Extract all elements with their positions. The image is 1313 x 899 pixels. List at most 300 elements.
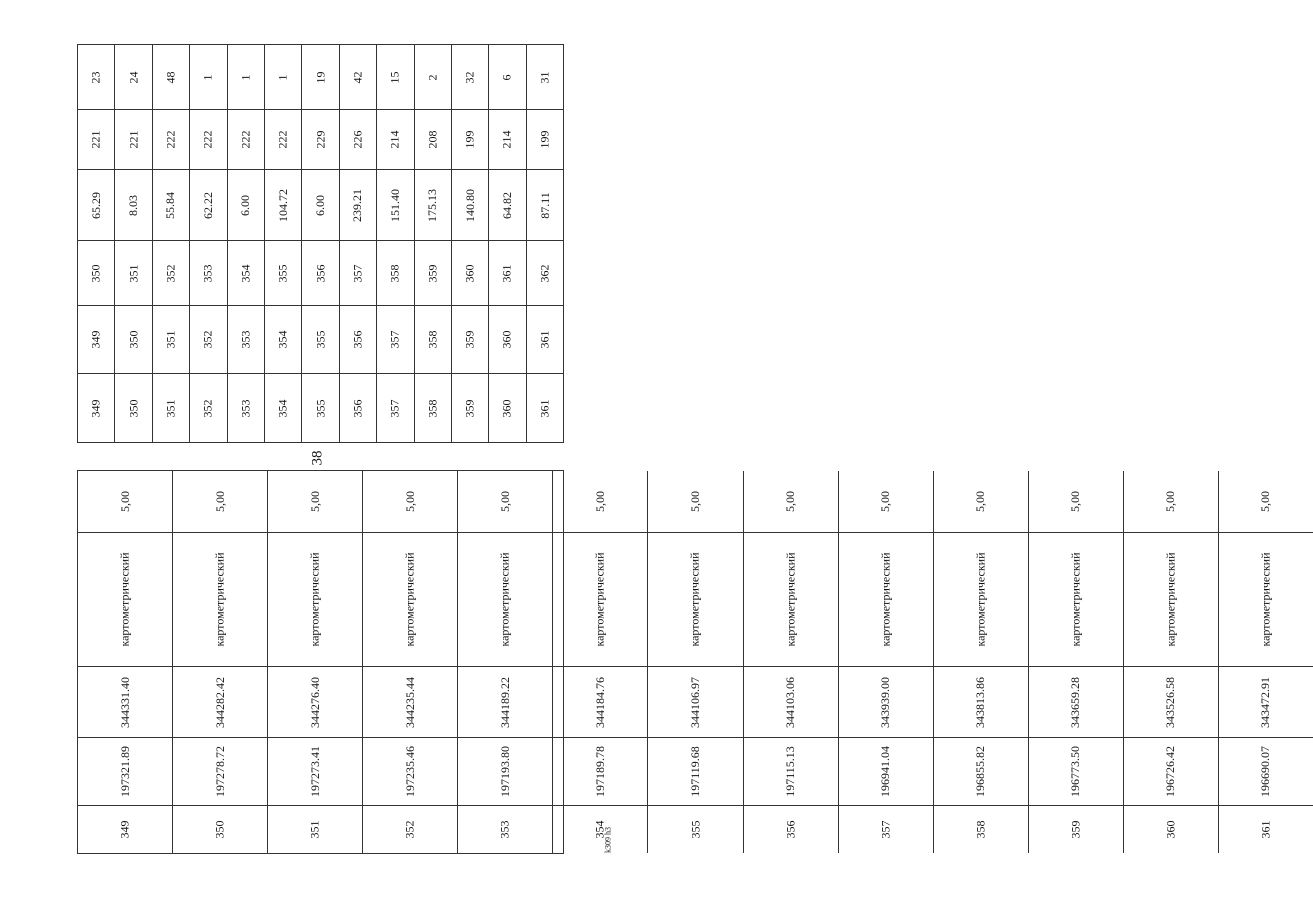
cell-text: 343813.86	[973, 676, 988, 728]
cell-method	[744, 533, 838, 667]
cell-length	[302, 170, 338, 241]
cell-accuracy	[839, 471, 933, 533]
cell-text: 343526.58	[1163, 676, 1178, 728]
cell-text: 343472.91	[1258, 676, 1273, 728]
cell-method	[1124, 533, 1218, 667]
cell-x	[173, 738, 267, 806]
cell-text: 208	[425, 130, 440, 149]
cell-angle-deg	[377, 110, 413, 170]
cell-text: 350	[126, 399, 141, 417]
cell-to-point	[265, 241, 301, 306]
cell-accuracy	[1219, 471, 1313, 533]
cell-text: 5,00	[973, 491, 988, 512]
cell-text: 55.84	[163, 191, 178, 219]
cell-y	[934, 667, 1028, 738]
table-row	[340, 45, 377, 442]
cell-x	[839, 738, 933, 806]
cell-text: 361	[537, 330, 552, 349]
cell-text: 356	[783, 820, 798, 839]
cell-text: 351	[163, 399, 178, 417]
cell-length	[115, 170, 151, 241]
cell-to-point	[190, 241, 226, 306]
cell-point	[268, 806, 362, 853]
cell-text: картометрический	[1068, 552, 1083, 647]
table-row	[1029, 471, 1124, 853]
cell-y	[839, 667, 933, 738]
cell-text: 222	[163, 130, 178, 149]
cell-x	[78, 738, 172, 806]
table-row	[648, 471, 743, 853]
cell-text: 6.00	[238, 194, 253, 216]
cell-text: 19	[313, 71, 328, 83]
cell-point	[553, 806, 647, 853]
cell-angle-deg	[115, 110, 151, 170]
cell-angle-min	[78, 45, 114, 110]
cell-text: 151.40	[387, 188, 402, 222]
cell-text: 356	[313, 264, 328, 282]
cell-text: 357	[387, 330, 402, 349]
cell-to-point	[452, 241, 488, 306]
cell-text: 352	[402, 820, 417, 839]
table-row	[363, 471, 458, 853]
cell-text: картометрический	[592, 552, 607, 647]
cell-angle-min	[340, 45, 376, 110]
cell-text: 349	[117, 820, 132, 839]
cell-text: 5,00	[1163, 491, 1178, 512]
cell-point	[1219, 806, 1313, 853]
cell-text: 199	[462, 130, 477, 149]
table-row	[228, 45, 265, 442]
table-row	[377, 45, 414, 442]
table-row	[839, 471, 934, 853]
cell-x	[553, 738, 647, 806]
cell-angle-min	[415, 45, 451, 110]
cell-text: 87.11	[537, 191, 552, 219]
cell-text: 357	[387, 399, 402, 417]
cell-text: 358	[425, 399, 440, 417]
cell-text: 5,00	[1258, 491, 1273, 512]
cell-text: 350	[126, 330, 141, 349]
cell-length	[527, 170, 563, 241]
cell-text: 362	[537, 264, 552, 282]
cell-text: картометрический	[307, 552, 322, 647]
cell-text: 175.13	[425, 188, 440, 222]
cell-segment-no	[452, 374, 488, 442]
table-row	[190, 45, 227, 442]
cell-text: 360	[499, 330, 514, 349]
cell-accuracy	[1124, 471, 1218, 533]
cell-text: 5,00	[402, 491, 417, 512]
cell-segment-no	[527, 374, 563, 442]
cell-text: 197321.89	[117, 746, 132, 797]
cell-method	[173, 533, 267, 667]
cell-text: 359	[1068, 820, 1083, 839]
cell-from-point	[302, 306, 338, 374]
cell-x	[648, 738, 742, 806]
cell-text: 62.22	[200, 191, 215, 219]
cell-x	[363, 738, 457, 806]
cell-text: 359	[425, 264, 440, 282]
cell-text: 199	[537, 130, 552, 149]
table-row	[265, 45, 302, 442]
cell-length	[452, 170, 488, 241]
cell-text: 352	[163, 264, 178, 282]
cell-text: 5,00	[307, 491, 322, 512]
cell-text: 8.03	[126, 194, 141, 216]
cell-angle-min	[190, 45, 226, 110]
cell-angle-min	[265, 45, 301, 110]
cell-angle-deg	[452, 110, 488, 170]
cell-text: 344189.22	[497, 676, 512, 728]
cell-length	[415, 170, 451, 241]
cell-text: 196773.50	[1068, 746, 1083, 797]
cell-length	[228, 170, 264, 241]
cell-method	[934, 533, 1028, 667]
cell-x	[1124, 738, 1218, 806]
cell-x	[268, 738, 362, 806]
cell-y	[458, 667, 552, 738]
cell-text: 353	[238, 399, 253, 417]
cell-method	[1219, 533, 1313, 667]
table-row	[78, 45, 115, 442]
table-row	[173, 471, 268, 853]
cell-accuracy	[78, 471, 172, 533]
cell-text: 5,00	[783, 491, 798, 512]
table-row	[415, 45, 452, 442]
cell-from-point	[190, 306, 226, 374]
cell-text: 360	[462, 264, 477, 282]
cell-angle-deg	[153, 110, 189, 170]
cell-text: 214	[499, 130, 514, 149]
cell-to-point	[115, 241, 151, 306]
cell-x	[934, 738, 1028, 806]
cell-length	[78, 170, 114, 241]
cell-to-point	[228, 241, 264, 306]
cell-segment-no	[190, 374, 226, 442]
cell-text: 5,00	[592, 491, 607, 512]
cell-text: 221	[88, 130, 103, 149]
cell-text: 353	[497, 820, 512, 839]
table-row	[78, 471, 173, 853]
cell-segment-no	[115, 374, 151, 442]
cell-point	[744, 806, 838, 853]
cell-angle-min	[377, 45, 413, 110]
cell-text: картометрический	[402, 552, 417, 647]
cell-text: 351	[307, 820, 322, 839]
table-row	[489, 45, 526, 442]
cell-point	[1029, 806, 1123, 853]
cell-text: 5,00	[212, 491, 227, 512]
cell-length	[340, 170, 376, 241]
cell-text: 48	[163, 71, 178, 83]
table-row	[268, 471, 363, 853]
cell-point	[458, 806, 552, 853]
cell-text: 239.21	[350, 188, 365, 222]
cell-angle-deg	[340, 110, 376, 170]
cell-text: 197189.78	[592, 746, 607, 797]
cell-to-point	[302, 241, 338, 306]
cell-accuracy	[1029, 471, 1123, 533]
cell-text: 355	[688, 820, 702, 839]
cell-text: 351	[163, 330, 178, 349]
cell-text: 353	[200, 264, 215, 282]
cell-text: 352	[200, 330, 215, 349]
cell-length	[265, 170, 301, 241]
cell-to-point	[153, 241, 189, 306]
table-row	[1219, 471, 1313, 853]
cell-text: 2	[425, 74, 440, 80]
cell-text: 64.82	[499, 191, 514, 219]
cell-y	[78, 667, 172, 738]
cell-text: 343939.00	[878, 676, 893, 728]
cell-text: 226	[350, 130, 365, 149]
cell-from-point	[153, 306, 189, 374]
cell-text: 197115.13	[783, 746, 798, 797]
cell-text: 65.29	[88, 191, 103, 219]
table-row	[934, 471, 1029, 853]
cell-text: 104.72	[275, 188, 290, 222]
cell-text: 352	[200, 399, 215, 417]
cell-text: 343659.28	[1068, 676, 1083, 728]
cell-text: 358	[973, 820, 988, 839]
cell-from-point	[489, 306, 525, 374]
cell-y	[363, 667, 457, 738]
page-number: 38	[309, 450, 326, 466]
cell-text: картометрический	[117, 552, 132, 647]
cell-segment-no	[489, 374, 525, 442]
cell-text: 354	[238, 264, 253, 282]
cell-method	[648, 533, 742, 667]
cell-from-point	[415, 306, 451, 374]
table-row	[744, 471, 839, 853]
segments-table	[77, 44, 564, 443]
page-code: k309 h3	[603, 827, 613, 853]
cell-angle-deg	[190, 110, 226, 170]
cell-text: 6	[499, 74, 514, 80]
cell-text: 31	[537, 71, 552, 83]
cell-text: 140.80	[462, 188, 477, 222]
cell-text: 5,00	[497, 491, 512, 512]
cell-text: 196690.07	[1258, 746, 1273, 797]
cell-text: 214	[387, 130, 402, 149]
cell-text: 344103.06	[783, 676, 798, 728]
cell-text: 222	[200, 130, 215, 149]
cell-point	[363, 806, 457, 853]
table-row	[115, 45, 152, 442]
cell-text: 359	[462, 399, 477, 417]
cell-text: 197278.72	[212, 746, 227, 797]
cell-text: картометрический	[973, 552, 988, 647]
cell-y	[1029, 667, 1123, 738]
cell-x	[744, 738, 838, 806]
cell-accuracy	[268, 471, 362, 533]
cell-from-point	[340, 306, 376, 374]
cell-method	[268, 533, 362, 667]
cell-text: 349	[88, 399, 103, 417]
cell-text: картометрический	[878, 552, 893, 647]
cell-length	[153, 170, 189, 241]
cell-segment-no	[340, 374, 376, 442]
cell-angle-deg	[489, 110, 525, 170]
cell-length	[489, 170, 525, 241]
cell-y	[553, 667, 647, 738]
cell-x	[458, 738, 552, 806]
cell-text: 32	[462, 71, 477, 83]
cell-y	[648, 667, 742, 738]
cell-text: 196941.04	[878, 746, 893, 797]
cell-text: 23	[88, 71, 103, 83]
table-row	[553, 471, 648, 853]
cell-accuracy	[458, 471, 552, 533]
cell-point	[934, 806, 1028, 853]
cell-text: 359	[462, 330, 477, 349]
cell-segment-no	[302, 374, 338, 442]
table-row	[452, 45, 489, 442]
cell-method	[839, 533, 933, 667]
cell-angle-deg	[415, 110, 451, 170]
cell-length	[377, 170, 413, 241]
cell-text: 6.00	[313, 194, 328, 216]
cell-from-point	[452, 306, 488, 374]
cell-accuracy	[173, 471, 267, 533]
cell-text: 356	[350, 330, 365, 349]
cell-y	[268, 667, 362, 738]
cell-angle-deg	[265, 110, 301, 170]
cell-text: 344184.76	[592, 676, 607, 728]
cell-text: 355	[313, 330, 328, 349]
cell-text: 344331.40	[117, 676, 132, 728]
cell-to-point	[377, 241, 413, 306]
cell-method	[363, 533, 457, 667]
cell-to-point	[489, 241, 525, 306]
table-row	[302, 45, 339, 442]
cell-text: 358	[387, 264, 402, 282]
cell-text: 355	[275, 264, 290, 282]
cell-angle-min	[115, 45, 151, 110]
cell-text: 350	[212, 820, 227, 839]
cell-x	[1029, 738, 1123, 806]
cell-text: 24	[126, 71, 141, 83]
cell-text: 344282.42	[212, 676, 227, 728]
cell-text: картометрический	[1258, 552, 1273, 647]
table-row	[458, 471, 553, 853]
cell-method	[1029, 533, 1123, 667]
cell-text: 355	[313, 399, 328, 417]
cell-text: 357	[878, 820, 893, 839]
cell-text: 197119.68	[688, 746, 702, 797]
cell-text: 354	[592, 820, 607, 839]
cell-text: 361	[537, 399, 552, 417]
cell-segment-no	[265, 374, 301, 442]
cell-text: 351	[126, 264, 141, 282]
cell-text: 5,00	[117, 491, 132, 512]
cell-segment-no	[78, 374, 114, 442]
cell-angle-min	[153, 45, 189, 110]
cell-text: 360	[1163, 820, 1178, 839]
cell-accuracy	[363, 471, 457, 533]
cell-text: 344106.97	[688, 676, 702, 728]
cell-point	[1124, 806, 1218, 853]
cell-text: 222	[275, 130, 290, 149]
cell-text: 229	[313, 130, 328, 149]
cell-text: 15	[387, 71, 402, 83]
cell-angle-min	[452, 45, 488, 110]
cell-text: 196855.82	[973, 746, 988, 797]
cell-text: 357	[350, 264, 365, 282]
cell-text: 344235.44	[402, 676, 417, 728]
cell-text: 1	[238, 74, 253, 80]
cell-point	[648, 806, 742, 853]
cell-angle-min	[302, 45, 338, 110]
cell-from-point	[377, 306, 413, 374]
cell-to-point	[527, 241, 563, 306]
cell-text: 344276.40	[307, 676, 322, 728]
cell-point	[78, 806, 172, 853]
cell-from-point	[115, 306, 151, 374]
cell-text: 354	[275, 330, 290, 349]
cell-point	[839, 806, 933, 853]
cell-text: 42	[350, 71, 365, 83]
cell-text: 197193.80	[497, 746, 512, 797]
cell-method	[458, 533, 552, 667]
cell-x	[1219, 738, 1313, 806]
cell-text: картометрический	[783, 552, 798, 647]
table-row	[153, 45, 190, 442]
cell-text: 222	[238, 130, 253, 149]
cell-y	[173, 667, 267, 738]
cell-y	[744, 667, 838, 738]
cell-from-point	[265, 306, 301, 374]
cell-text: картометрический	[497, 552, 512, 647]
cell-length	[190, 170, 226, 241]
cell-text: картометрический	[1163, 552, 1178, 647]
cell-angle-deg	[302, 110, 338, 170]
cell-text: 361	[499, 264, 514, 282]
cell-from-point	[78, 306, 114, 374]
cell-text: картометрический	[212, 552, 227, 647]
cell-segment-no	[153, 374, 189, 442]
cell-text: 197235.46	[402, 746, 417, 797]
cell-point	[173, 806, 267, 853]
cell-text: 358	[425, 330, 440, 349]
cell-to-point	[78, 241, 114, 306]
cell-text: 350	[88, 264, 103, 282]
cell-from-point	[228, 306, 264, 374]
cell-text: 5,00	[1068, 491, 1083, 512]
cell-text: 1	[275, 74, 290, 80]
cell-text: 5,00	[878, 491, 893, 512]
cell-accuracy	[553, 471, 647, 533]
cell-angle-min	[527, 45, 563, 110]
cell-from-point	[527, 306, 563, 374]
cell-text: 354	[275, 399, 290, 417]
cell-text: картометрический	[688, 552, 703, 647]
cell-angle-deg	[527, 110, 563, 170]
cell-angle-min	[489, 45, 525, 110]
cell-text: 1	[200, 74, 215, 80]
cell-method	[553, 533, 647, 667]
table-row	[1124, 471, 1219, 853]
cell-segment-no	[415, 374, 451, 442]
cell-accuracy	[934, 471, 1028, 533]
cell-accuracy	[648, 471, 742, 533]
cell-text: 5,00	[688, 491, 702, 512]
cell-text: 221	[126, 130, 141, 149]
table-row	[527, 45, 563, 442]
cell-y	[1124, 667, 1218, 738]
cell-text: 349	[88, 330, 103, 349]
cell-y	[1219, 667, 1313, 738]
